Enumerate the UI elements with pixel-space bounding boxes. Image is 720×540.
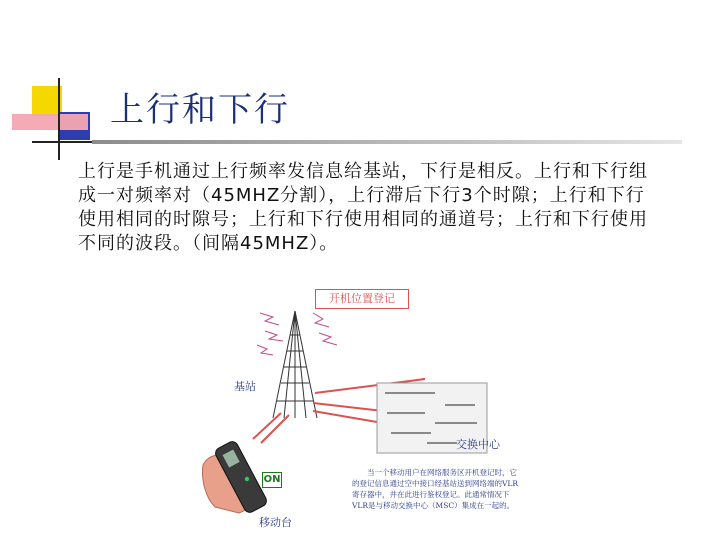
mobile-station-label: 移动台: [259, 516, 292, 529]
switch-center-label: 交换中心: [456, 438, 500, 451]
decor-vertical-line: [58, 78, 60, 160]
decor-pink-band: [12, 114, 88, 130]
phone-on-badge: ON: [262, 472, 282, 488]
mobile-phone-icon: [203, 440, 269, 515]
slide-body-text: 上行是手机通过上行频率发信息给基站，下行是相反。上行和下行组成一对频率对（45MHZ分割），上行滞后下行3个时隙；上行和下行使用相同的时隙号；上行和下行使用相同的通道号；上行和下行使用不同的波段。（间隔45MHZ）。: [78, 161, 648, 254]
register-label: 开机位置登记: [315, 289, 409, 309]
base-station-tower-icon: [273, 311, 317, 418]
base-station-label: 基站: [234, 380, 256, 393]
diagram-note: 当一个移动用户在网络服务区开机登记时，它的登记信息通过空中接口经基站送到网络端的VLR寄存器中，并在此进行鉴权登记。此通常情况下VLR是与移动交换中心（MSC）集成在一起的。: [352, 468, 519, 510]
slide-title: 上行和下行: [110, 90, 290, 130]
title-underline: [92, 140, 682, 144]
decor-horizontal-line: [32, 141, 92, 143]
